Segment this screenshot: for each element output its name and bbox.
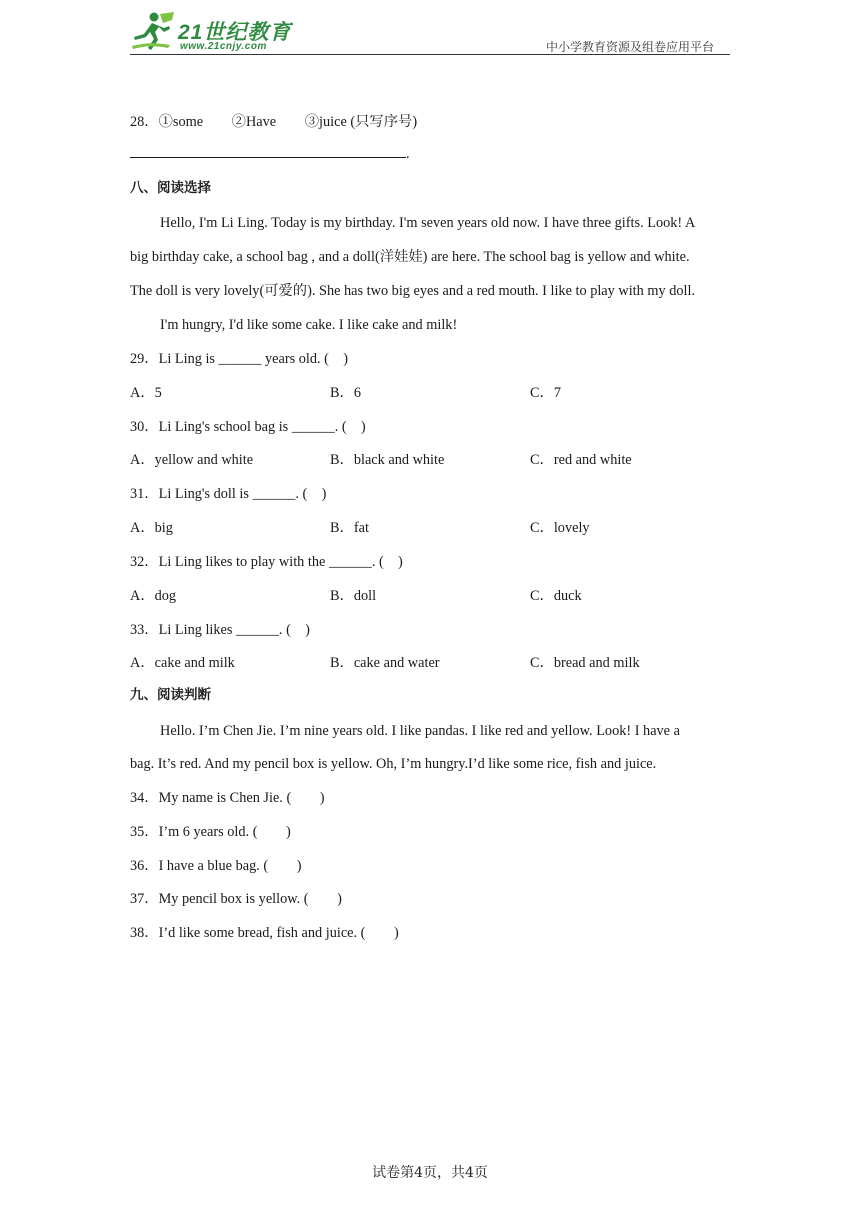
section-8-passage-line: I'm hungry, I'd like some cake. I like cake and milk!: [160, 317, 458, 333]
option-b: B．6: [330, 385, 361, 401]
option-a: A．big: [130, 520, 173, 536]
runner-logo-icon: [130, 10, 178, 54]
question-28-text: 28．①some ②Have ③juice (只写序号): [130, 114, 418, 130]
question-29: 29．Li Ling is ______ years old. ( ): [130, 351, 348, 367]
page-footer: 试卷第4页，共4页: [372, 1165, 488, 1181]
option-c: C．bread and milk: [530, 655, 640, 671]
section-8-passage-line: big birthday cake, a school bag , and a doll(洋娃娃) are here. The school bag is yellow and white.: [130, 249, 690, 265]
option-c: C．lovely: [530, 520, 590, 536]
option-a: A．5: [130, 385, 162, 401]
platform-name: 中小学教育资源及组卷应用平台: [545, 40, 714, 54]
option-c: C．duck: [530, 588, 582, 604]
section-9-title: 九、阅读判断: [130, 687, 211, 703]
section-8-passage-line: The doll is very lovely(可爱的). She has two big eyes and a red mouth. I like to play with my doll.: [130, 283, 696, 299]
option-a: A．yellow and white: [130, 452, 254, 468]
option-b: B．black and white: [330, 452, 445, 468]
option-a: A．dog: [130, 588, 177, 604]
option-c: C．red and white: [530, 452, 632, 468]
logo: [130, 10, 300, 54]
section-9-passage-line: Hello. I’m Chen Jie. I’m nine years old. I like pandas. I like red and yellow. Look! I have a: [160, 723, 680, 739]
question-30: 30．Li Ling's school bag is ______. ( ): [130, 419, 366, 435]
question-31: 31．Li Ling's doll is ______. ( ): [130, 486, 327, 502]
page-header: [130, 8, 730, 55]
option-a: A．cake and milk: [130, 655, 235, 671]
option-b: B．doll: [330, 588, 377, 604]
statement-35: 35．I’m 6 years old. ( ): [130, 824, 291, 840]
section-8-passage-line: Hello, I'm Li Ling. Today is my birthday. I'm seven years old now. I have three gifts. Look! A: [160, 215, 696, 231]
option-b: B．fat: [330, 520, 369, 536]
statement-36: 36．I have a blue bag. ( ): [130, 858, 302, 874]
statement-38: 38．I’d like some bread, fish and juice. ( ): [130, 925, 399, 941]
question-33: 33．Li Ling likes ______. ( ): [130, 622, 310, 638]
logo-url: www.21cnjy.com: [180, 41, 267, 52]
question-32: 32．Li Ling likes to play with the ______. ( ): [130, 554, 403, 570]
question-28: [130, 113, 730, 131]
answer-line: [130, 145, 406, 158]
statement-34: 34．My name is Chen Jie. ( ): [130, 790, 325, 806]
logo-text: 21世纪教育: [178, 21, 292, 44]
statement-37: 37．My pencil box is yellow. ( ): [130, 891, 342, 907]
section-8-title: 八、阅读选择: [130, 180, 211, 196]
answer-blank-28: [130, 145, 730, 163]
section-9-passage-line: bag. It’s red. And my pencil box is yellow. Oh, I’m hungry.I’d like some rice, fish and juice.: [130, 756, 657, 772]
answer-end-period: .: [406, 146, 410, 162]
option-b: B．cake and water: [330, 655, 440, 671]
option-c: C．7: [530, 385, 561, 401]
